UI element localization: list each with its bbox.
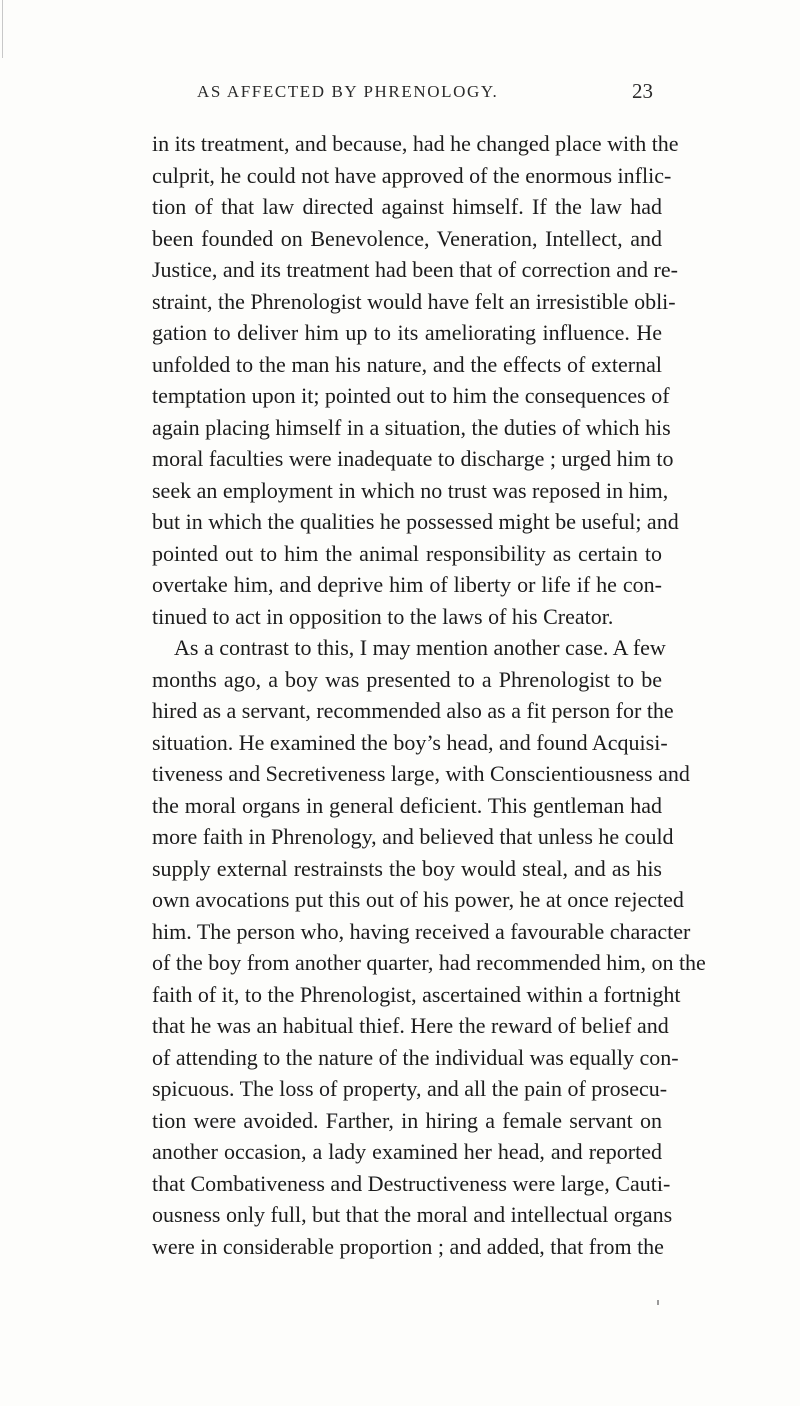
- text-line: pointed out to him the animal responsibility as certain to: [152, 540, 662, 566]
- running-title: AS AFFECTED BY PHRENOLOGY.: [197, 82, 499, 101]
- text-line: months ago, a boy was presented to a Phrenologist to be: [152, 666, 662, 692]
- text-line: supply external restrainsts the boy would steal, and as his: [152, 855, 662, 881]
- body-text: [152, 128, 706, 1262]
- text-line: more faith in Phrenology, and believed that unless he could: [152, 824, 674, 849]
- text-line: seek an employment in which no trust was reposed in him,: [152, 477, 669, 503]
- paper-speck: [657, 1300, 659, 1305]
- text-line: moral faculties were inadequate to discharge ; urged him to: [152, 446, 674, 471]
- text-line: but in which the qualities he possessed might be useful; and: [152, 509, 679, 534]
- text-line: Justice, and its treatment had been that of correction and re-: [152, 257, 678, 282]
- text-line: situation. He examined the boy’s head, and found Acquisi-: [152, 729, 668, 755]
- text-line: culprit, he could not have approved of the enormous inflic-: [152, 162, 672, 188]
- text-line: that he was an habitual thief. Here the reward of belief and: [152, 1013, 669, 1038]
- running-header: [0, 76, 800, 106]
- text-line: been founded on Benevolence, Veneration, Intellect, and: [152, 225, 662, 251]
- text-line: spicuous. The loss of property, and all the pain of prosecu-: [152, 1076, 668, 1101]
- text-line: unfolded to the man his nature, and the effects of external: [152, 351, 662, 377]
- text-line: hired as a servant, recommended also as a fit person for the: [152, 698, 674, 723]
- text-line: tion were avoided. Farther, in hiring a female servant on: [152, 1107, 662, 1133]
- page-number: 23: [632, 79, 653, 103]
- text-line: in its treatment, and because, had he changed place with the: [152, 131, 679, 156]
- text-line: gation to deliver him up to its ameliorating influence. He: [152, 320, 662, 345]
- text-line: tiveness and Secretiveness large, with Conscientiousness and: [152, 761, 690, 786]
- text-line: straint, the Phrenologist would have felt an irresistible obli-: [152, 288, 676, 314]
- text-line: tinued to act in opposition to the laws of his Creator.: [152, 603, 614, 629]
- text-line: faith of it, to the Phrenologist, ascertained within a fortnight: [152, 981, 681, 1007]
- text-line: of attending to the nature of the individual was equally con-: [152, 1044, 679, 1070]
- text-line: that Combativeness and Destructiveness were large, Cauti-: [152, 1170, 671, 1196]
- paragraph-first-line: As a contrast to this, I may mention another case. A few: [174, 635, 666, 660]
- page-edge-line: [2, 0, 3, 58]
- text-line: another occasion, a lady examined her head, and reported: [152, 1139, 662, 1164]
- text-line: were in considerable proportion ; and added, that from the: [152, 1233, 664, 1259]
- text-line: ousness only full, but that the moral and intellectual organs: [152, 1202, 673, 1227]
- text-line: the moral organs in general deficient. This gentleman had: [152, 792, 662, 818]
- text-line: temptation upon it; pointed out to him the consequences of: [152, 383, 670, 408]
- text-line: overtake him, and deprive him of liberty or life if he con-: [152, 572, 662, 597]
- text-line: him. The person who, having received a favourable character: [152, 918, 691, 944]
- text-line: own avocations put this out of his power, he at once rejected: [152, 887, 684, 912]
- text-line: tion of that law directed against himself. If the law had: [152, 194, 662, 219]
- text-line: of the boy from another quarter, had recommended him, on the: [152, 950, 706, 975]
- text-line: again placing himself in a situation, the duties of which his: [152, 414, 671, 440]
